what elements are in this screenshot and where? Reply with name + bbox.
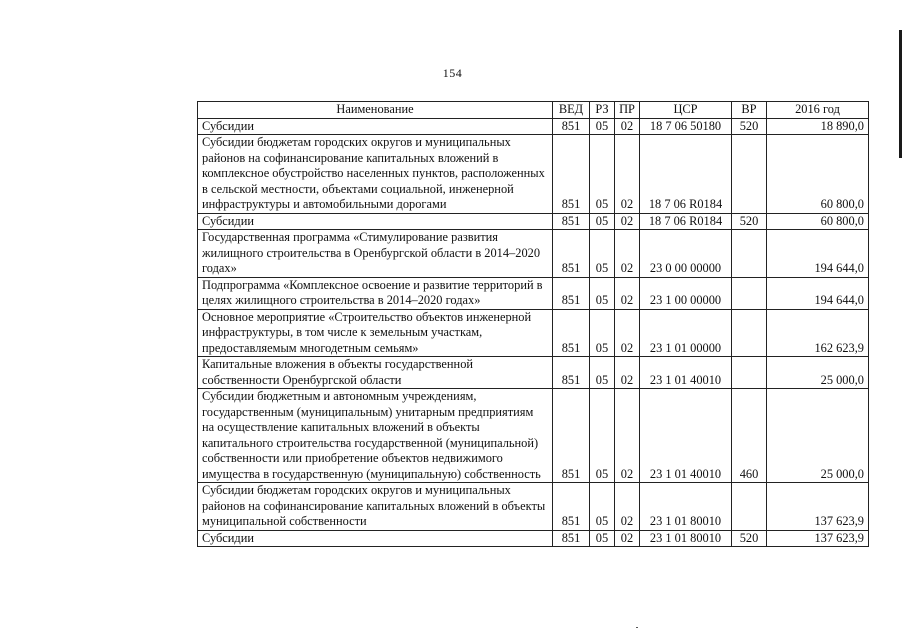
row-csr: 23 1 01 40010 [640, 357, 732, 389]
header-name: Наименование [198, 102, 553, 119]
budget-table [197, 101, 869, 547]
row-vr [732, 230, 767, 278]
row-amount: 18 890,0 [767, 118, 869, 135]
row-pr: 02 [615, 530, 640, 547]
header-pr: ПР [615, 102, 640, 119]
header-ved: ВЕД [553, 102, 590, 119]
row-amount: 25 000,0 [767, 389, 869, 483]
row-csr: 23 0 00 00000 [640, 230, 732, 278]
header-year: 2016 год [767, 102, 869, 119]
row-csr: 18 7 06 R0184 [640, 135, 732, 214]
scan-edge-mark [899, 30, 902, 158]
table-row [198, 230, 869, 278]
row-name: Основное мероприятие «Строительство объектов инженерной инфраструктуры, в том числе к земельным участкам, предоставляемым многодетным семьям» [198, 309, 553, 357]
row-csr: 18 7 06 R0184 [640, 213, 732, 230]
table-header-row [198, 102, 869, 119]
row-pr: 02 [615, 135, 640, 214]
row-name: Субсидии бюджетам городских округов и муниципальных районов на софинансирование капитальных вложений в комплексное обустройство населенных пунктов, расположенных в сельской местности, объектами социальной, инженерной инфраструктуры и автомобильными дорогами [198, 135, 553, 214]
row-amount: 162 623,9 [767, 309, 869, 357]
row-rz: 05 [590, 357, 615, 389]
row-csr: 23 1 01 80010 [640, 530, 732, 547]
row-rz: 05 [590, 277, 615, 309]
row-rz: 05 [590, 530, 615, 547]
header-rz: РЗ [590, 102, 615, 119]
row-amount: 194 644,0 [767, 230, 869, 278]
row-pr: 02 [615, 118, 640, 135]
row-vr: 520 [732, 118, 767, 135]
table-row [198, 309, 869, 357]
row-csr: 23 1 00 00000 [640, 277, 732, 309]
row-rz: 05 [590, 135, 615, 214]
row-rz: 05 [590, 389, 615, 483]
table-row [198, 483, 869, 531]
row-vr: 520 [732, 213, 767, 230]
header-csr: ЦСР [640, 102, 732, 119]
row-csr: 23 1 01 00000 [640, 309, 732, 357]
row-vr [732, 135, 767, 214]
row-pr: 02 [615, 309, 640, 357]
table-row [198, 213, 869, 230]
row-ved: 851 [553, 277, 590, 309]
table-row [198, 118, 869, 135]
row-pr: 02 [615, 483, 640, 531]
row-name: Субсидии [198, 118, 553, 135]
row-vr [732, 277, 767, 309]
row-pr: 02 [615, 230, 640, 278]
row-pr: 02 [615, 277, 640, 309]
row-amount: 60 800,0 [767, 213, 869, 230]
row-rz: 05 [590, 118, 615, 135]
row-vr [732, 357, 767, 389]
row-name: Субсидии бюджетам городских округов и муниципальных районов на софинансирование капитальных вложений в объекты муниципальной собственности [198, 483, 553, 531]
row-name: Подпрограмма «Комплексное освоение и развитие территорий в целях жилищного строительства в 2014–2020 годах» [198, 277, 553, 309]
row-vr: 520 [732, 530, 767, 547]
row-amount: 25 000,0 [767, 357, 869, 389]
row-ved: 851 [553, 357, 590, 389]
row-vr [732, 483, 767, 531]
row-rz: 05 [590, 213, 615, 230]
row-name: Капитальные вложения в объекты государственной собственности Оренбургской области [198, 357, 553, 389]
row-pr: 02 [615, 357, 640, 389]
row-rz: 05 [590, 483, 615, 531]
row-csr: 23 1 01 80010 [640, 483, 732, 531]
row-csr: 23 1 01 40010 [640, 389, 732, 483]
table-row [198, 277, 869, 309]
row-ved: 851 [553, 230, 590, 278]
row-ved: 851 [553, 389, 590, 483]
table-row [198, 389, 869, 483]
table-row [198, 530, 869, 547]
page-number: 154 [442, 66, 463, 80]
row-name: Субсидии [198, 213, 553, 230]
scan-speck [636, 627, 638, 628]
row-pr: 02 [615, 389, 640, 483]
table-row [198, 135, 869, 214]
row-amount: 60 800,0 [767, 135, 869, 214]
row-csr: 18 7 06 50180 [640, 118, 732, 135]
row-ved: 851 [553, 530, 590, 547]
row-ved: 851 [553, 135, 590, 214]
row-pr: 02 [615, 213, 640, 230]
row-amount: 194 644,0 [767, 277, 869, 309]
row-ved: 851 [553, 483, 590, 531]
row-ved: 851 [553, 309, 590, 357]
row-name: Субсидии бюджетным и автономным учреждениям, государственным (муниципальным) унитарным предприятиям на осуществление капитальных вложений в объекты капитального строительства государственной (муниципальной) собственности или приобретение объектов недвижимого имущества в государственную (муниципальную) собственность [198, 389, 553, 483]
row-ved: 851 [553, 213, 590, 230]
table-row [198, 357, 869, 389]
row-ved: 851 [553, 118, 590, 135]
row-name: Субсидии [198, 530, 553, 547]
row-rz: 05 [590, 230, 615, 278]
row-vr [732, 309, 767, 357]
row-name: Государственная программа «Стимулирование развития жилищного строительства в Оренбургской области в 2014–2020 годах» [198, 230, 553, 278]
header-vr: ВР [732, 102, 767, 119]
row-rz: 05 [590, 309, 615, 357]
row-amount: 137 623,9 [767, 530, 869, 547]
row-vr: 460 [732, 389, 767, 483]
row-amount: 137 623,9 [767, 483, 869, 531]
